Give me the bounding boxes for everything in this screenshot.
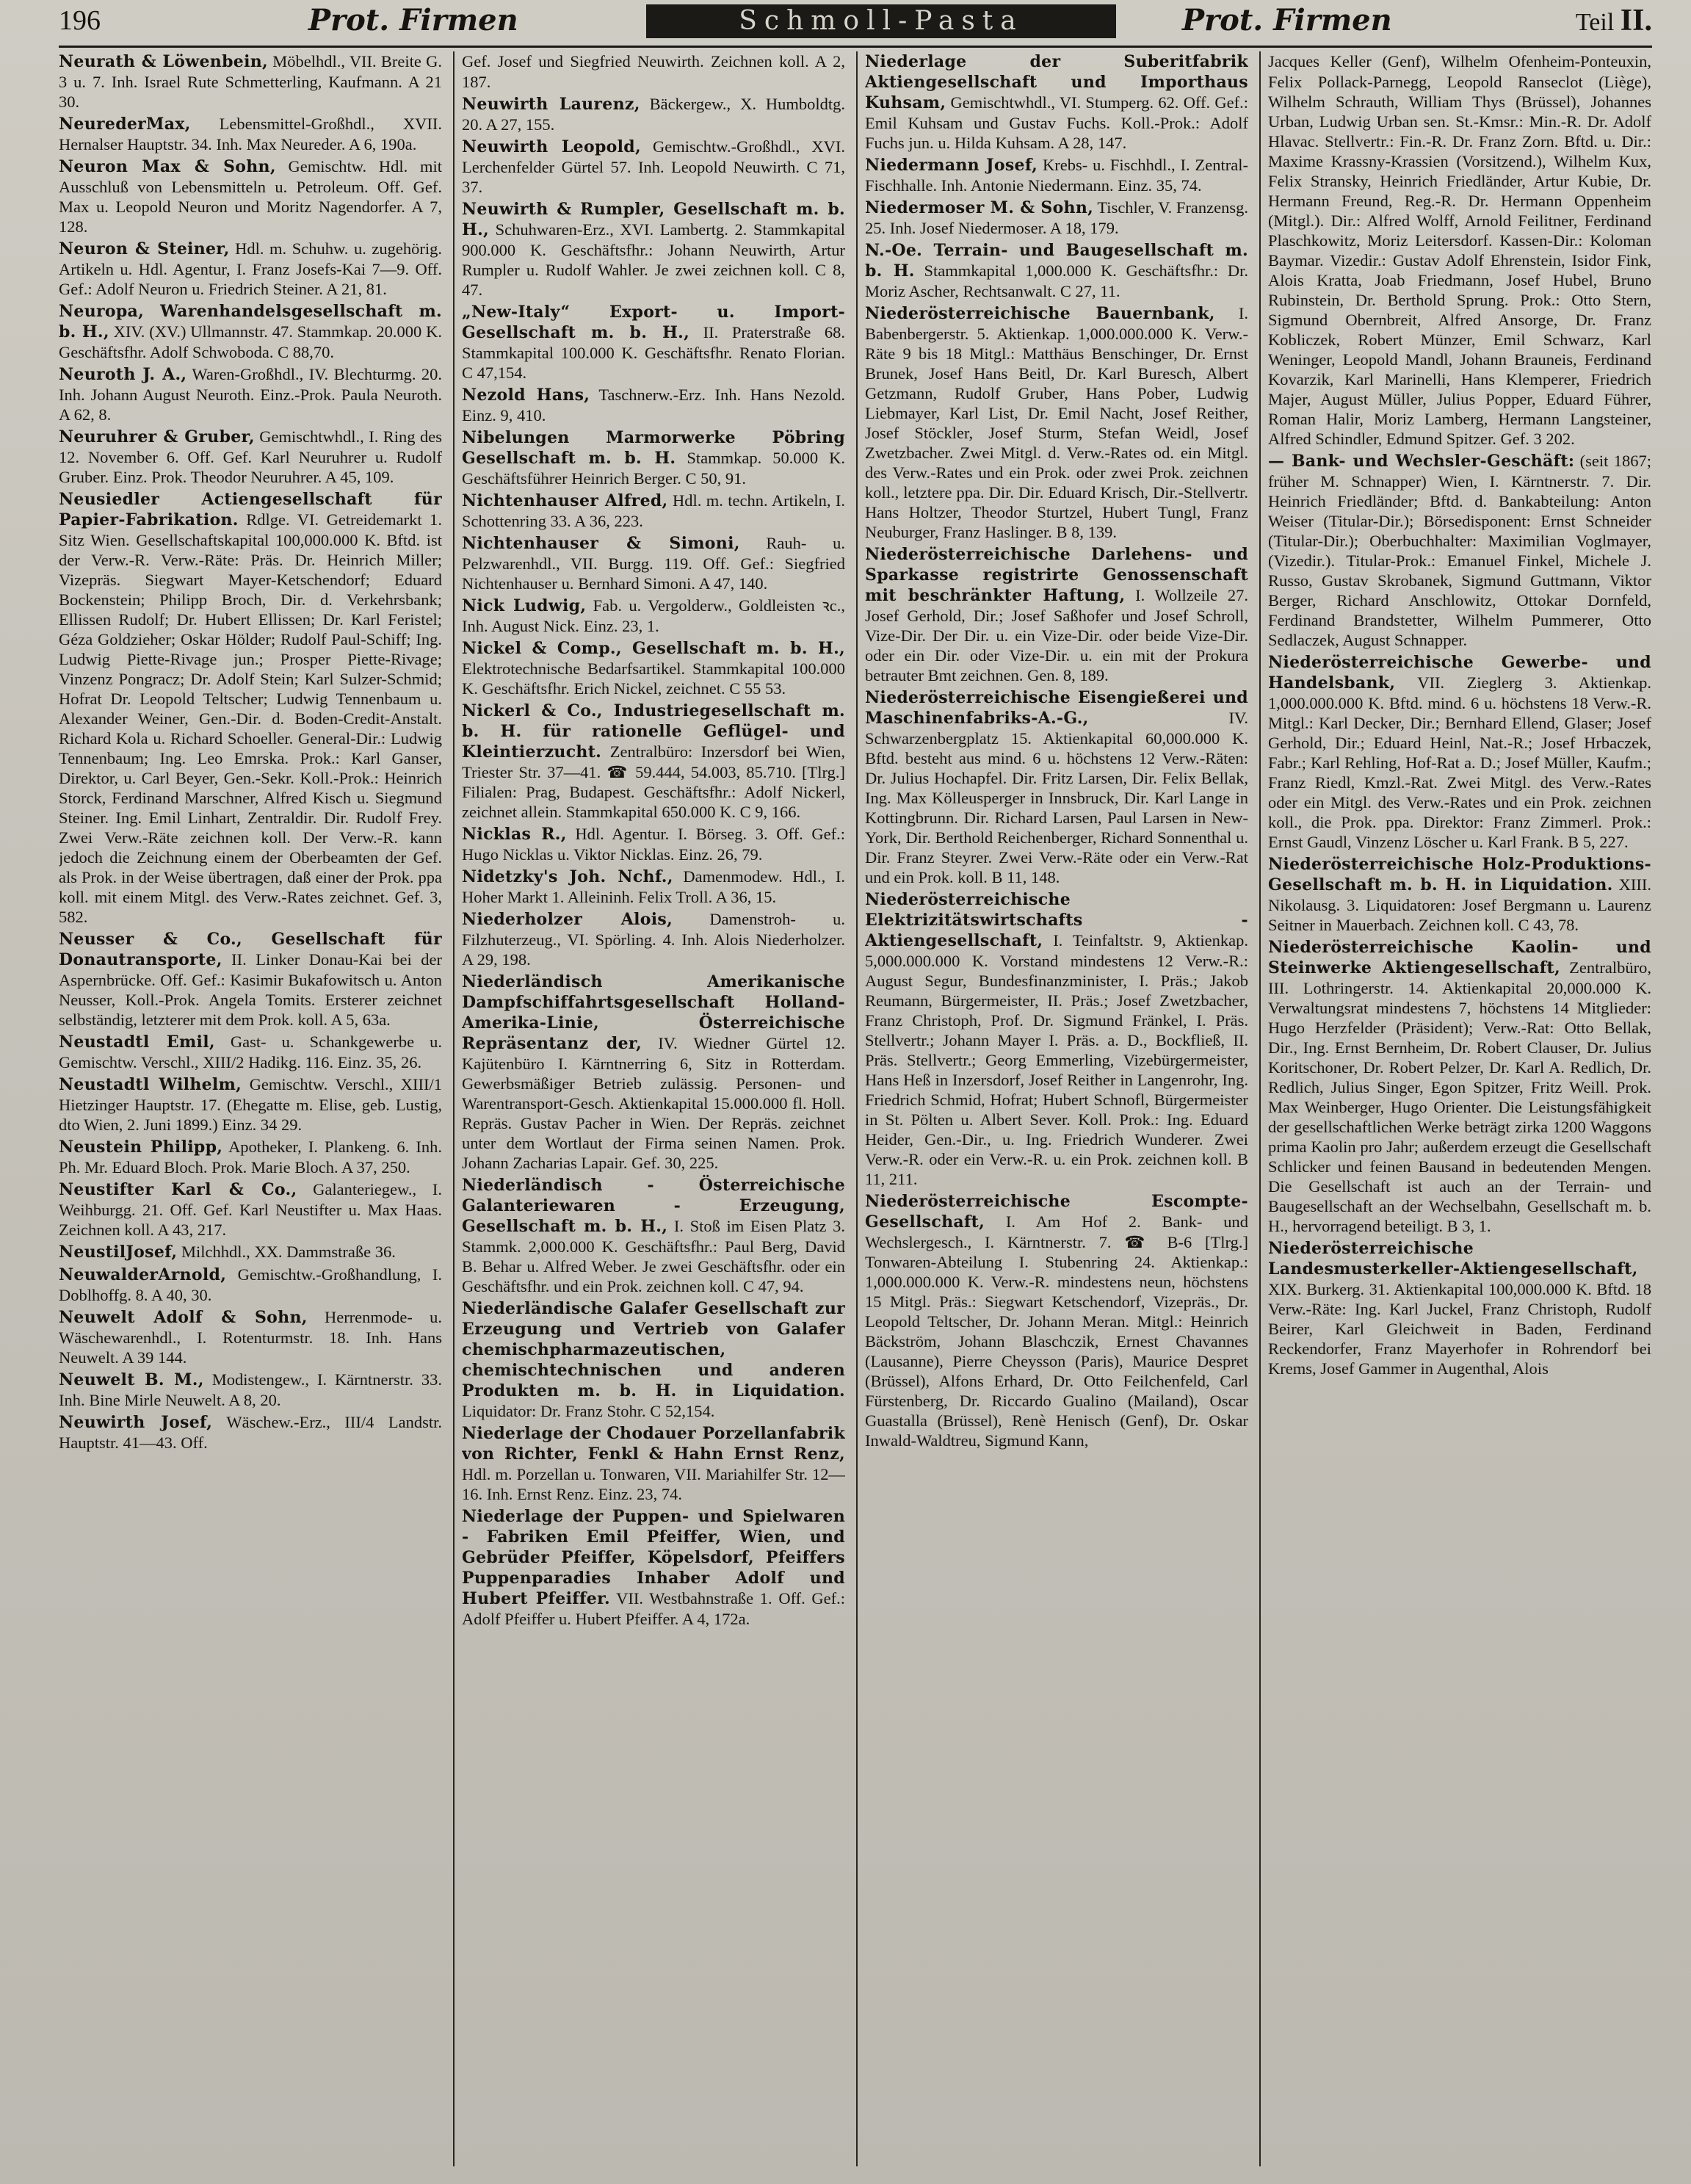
firm-details: Gef. Josef und Siegfried Neuwirth. Zeichnen koll. A 2, 187. <box>462 52 845 91</box>
firm-name: Niederösterreichische Eisengießerei und Maschinenfabriks-A.-G., <box>865 688 1248 728</box>
firm-details: Krebs- u. Fischhdl., I. Zentral-Fischhalle. Inh. Antonie Niedermann. Einz. 35, 74. <box>865 156 1248 195</box>
firm-details: Modistengew., I. Kärntnerstr. 33. Inh. Bine Mirle Neuwelt. A 8, 20. <box>59 1370 442 1409</box>
directory-entry <box>462 1423 845 1504</box>
directory-entry <box>462 51 845 92</box>
firm-name: Neuwirth Josef, <box>59 1413 213 1432</box>
column-4 <box>1268 51 1651 2166</box>
directory-entry <box>59 1179 442 1240</box>
directory-entry <box>462 533 845 593</box>
directory-entry <box>462 596 845 636</box>
firm-details: I. Wollzeile 27. Josef Gerhold, Dir.; Josef Saßhofer und Josef Schroll, Vize-Dir. Der Dir. u. ein Vize-Dir. oder beide Vize-Dir. oder ein Dir. oder Vize-Dir. u. ein mit der Prokura betrauter Bmt zeichnen. Gen. 8, 189. <box>865 586 1248 684</box>
directory-entry <box>462 302 845 383</box>
firm-details: Schuhwaren-Erz., XVI. Lambertg. 2. Stammkapital 900.000 K. Geschäftsfhr.: Johann Neuwirth, Artur Rumpler u. Rudolf Wahler. Je zwei zeichnen koll. C 8, 47. <box>462 220 845 299</box>
running-head-right: Prot. Firmen <box>1182 3 1392 37</box>
directory-entry <box>59 114 442 154</box>
directory-entry <box>1268 937 1651 1236</box>
firm-name: Niederösterreichische Bauernbank, <box>865 304 1215 323</box>
directory-entry <box>865 51 1248 153</box>
directory-entry <box>59 489 442 927</box>
firm-name: Niederösterreichische Elektrizitätswirtschafts - Aktiengesellschaft, <box>865 890 1248 950</box>
firm-name: Nezold Hans, <box>462 386 590 405</box>
page-header <box>59 0 1652 48</box>
firm-details: Zentralbüro: Inzersdorf bei Wien, Triester Str. 37—41. ☎ 59.444, 54.003, 85.710. [Tlrg.] Filialen: Prag, Budapest. Geschäftsfhr.: Adolf Nickerl, zeichnet allein. Stammkapital 650.000 K. C 9, 166. <box>462 742 845 821</box>
firm-name: Neuron Max & Sohn, <box>59 157 276 176</box>
firm-name: Niedermann Josef, <box>865 156 1038 175</box>
firm-name: Neuron & Steiner, <box>59 239 230 258</box>
firm-name: Niederländisch Amerikanische Dampfschiffahrtsgesellschaft Holland-Amerika-Linie, Österreichische Repräsentanz der, <box>462 972 845 1053</box>
firm-name: Nichtenhauser & Simoni, <box>462 534 740 553</box>
firm-name: Neuwirth Leopold, <box>462 137 641 156</box>
directory-entry <box>462 491 845 531</box>
firm-details: IV. Wiedner Gürtel 12. Kajütenbüro I. Kärntnerring 6, Sitz in Rotterdam. Gewerbsmäßiger Betrieb zulässig. Personen- und Warentransport-Gesch. Aktienkapital 15.000.000 fl. Holl. Repräs. Gustav Pacher in Wien. Der Repräs. zeichnet unter dem Wortlaut der Firma seinen Namen. Prok. Johann Zacharias Lapair. Gef. 30, 225. <box>462 1034 845 1172</box>
section-label: Teil <box>1575 9 1615 36</box>
firm-details: Elektrotechnische Bedarfsartikel. Stammkapital 100.000 K. Geschäftsfhr. Erich Nickel, zeichnet. C 55 53. <box>462 659 845 698</box>
firm-details: XIX. Burkerg. 31. Aktienkapital 100,000.000 K. Bftd. 18 Verw.-Räte: Ing. Karl Juckel, Franz Christoph, Rudolf Beirer, Karl Gleichweit in Baden, Ferdinand Reckendorfer, Franz Mayerhofer in Rohrendorf bei Krems, Josef Gammer in Augenthal, Alois <box>1268 1280 1651 1378</box>
directory-entry <box>59 1242 442 1262</box>
firm-details: Stammkapital 1,000.000 K. Geschäftsfhr.: Dr. Moriz Ascher, Rechtsanwalt. C 27, 11. <box>865 261 1248 300</box>
firm-details: Stammkap. 50.000 K. Geschäftsführer Heinrich Berger. C 50, 91. <box>462 449 845 488</box>
directory-entry <box>865 155 1248 195</box>
firm-name: Niederösterreichische Gewerbe- und Handelsbank, <box>1268 653 1651 693</box>
firm-details: Hdl. m. Porzellan u. Tonwaren, VII. Mariahilfer Str. 12—16. Inh. Ernst Renz. Einz. 23, 74. <box>462 1465 845 1503</box>
firm-name: Neuwelt Adolf & Sohn, <box>59 1308 308 1327</box>
firm-details: Apotheker, I. Plankeng. 6. Inh. Ph. Mr. Eduard Bloch. Prok. Marie Bloch. A 37, 250. <box>59 1138 442 1176</box>
firm-name: Niederösterreichische Kaolin- und Steinwerke Aktiengesellschaft, <box>1268 938 1651 977</box>
firm-name: Neuwirth & Rumpler, Gesellschaft m. b. H., <box>462 200 845 239</box>
directory-entry <box>865 889 1248 1189</box>
firm-details: Damenstroh- u. Filzhuterzeug., VI. Spörling. 4. Inh. Alois Niederholzer. A 29, 198. <box>462 910 845 969</box>
directory-entry <box>59 929 442 1030</box>
directory-entry <box>462 824 845 864</box>
firm-name: Nichtenhauser Alfred, <box>462 491 668 510</box>
firm-name: Niederösterreichische Landesmusterkeller-Aktiengesellschaft, <box>1268 1239 1638 1279</box>
firm-name: — Bank- und Wechsler-Geschäft: <box>1268 452 1575 471</box>
firm-name: Niederländisch - Österreichische Galanteriewaren - Erzeugung, Gesellschaft m. b. H., <box>462 1176 845 1236</box>
firm-details: Damenmodew. Hdl., I. Hoher Markt 1. Alleininh. Felix Troll. A 36, 15. <box>462 867 845 906</box>
firm-details: VII. Zieglerg 3. Aktienkap. 1,000.000.000 K. Bftd. mind. 6 u. höchstens 18 Verw.-R. Mitgl.: Karl Decker, Dir.; Bernhard Ellend, Glaser; Josef Gerhold, Dir.; Eduard Heinl, Nat.-R.; Josef Hrbaczek, Fabr.; Karl Rehling, Hof-Rat a. D.; Josef Müller, Kaufm.; Franz Riedl, Kmzl.-Rat. Zwei Mitgl. des Verw.-Rates oder ein Mitgl. des Verw.-Rates und ein Prok. zeichnen koll., die Prok. ppa. Direktor: Franz Zimmerl. Prok.: Ernst Gaudl, Vinzenz Löscher u. Karl Frank. B 5, 227. <box>1268 673 1651 851</box>
column-2 <box>462 51 845 2166</box>
firm-details: Waren-Großhdl., IV. Blechturmg. 20. Inh. Johann August Neuroth. Einz.-Prok. Paula Neuroth. A 62, 8. <box>59 365 442 424</box>
directory-entry <box>1268 51 1651 449</box>
directory-entry <box>59 239 442 299</box>
directory-entry <box>1268 1238 1651 1378</box>
firm-name: Neustadtl Emil, <box>59 1033 215 1052</box>
directory-entry <box>865 1191 1248 1450</box>
firm-details: Bäckergew., X. Humboldtg. 20. A 27, 155. <box>462 95 845 134</box>
page-number: 196 <box>59 5 101 36</box>
directory-entry <box>1268 451 1651 650</box>
firm-details: II. Linker Donau-Kai bei der Aspernbrücke. Off. Gef.: Kasimir Bukafowitsch u. Anton Neusser, Koll.-Prok. Angela Tomits. Ersterer zeichnet selbständig, letzterer mit dem Prok. koll. A 5, 63a. <box>59 950 442 1029</box>
firm-name: Nickel & Comp., Gesellschaft m. b. H., <box>462 639 845 658</box>
firm-details: Gemischtw.-Großhandlung, I. Doblhoffg. 8. A 40, 30. <box>59 1265 442 1304</box>
directory-entry <box>462 385 845 425</box>
directory-entry <box>462 1298 845 1421</box>
firm-name: Neusiedler Actiengesellschaft für Papier-Fabrikation. <box>59 490 442 529</box>
firm-name: Niederlage der Puppen- und Spielwaren - Fabriken Emil Pfeiffer, Wien, und Gebrüder Pfeiffer, Köpelsdorf, Pfeiffers Puppenparadies Inhaber Adolf und Hubert Pfeiffer. <box>462 1507 845 1608</box>
firm-details: Gemischtwhdl., VI. Stumperg. 62. Off. Gef.: Emil Kuhsam und Gustav Fuchs. Koll.-Prok.: Adolf Fuchs jun. u. Hilda Kuhsam. A 28, 147. <box>865 93 1248 152</box>
columns-container <box>59 51 1656 2166</box>
directory-entry <box>59 1370 442 1410</box>
firm-details: XIII. Nikolausg. 3. Liquidatoren: Josef Bergmann u. Laurenz Seitner in Mauerbach. Zeichnen koll. C 43, 78. <box>1268 875 1651 934</box>
column-1 <box>59 51 442 2166</box>
firm-details: Gemischtwhdl., I. Ring des 12. November 6. Off. Gef. Karl Neuruhrer u. Rudolf Gruber. Einz. Prok. Theodor Neuruhrer. A 45, 109. <box>59 427 442 486</box>
firm-details: VII. Westbahnstraße 1. Off. Gef.: Adolf Pfeiffer u. Hubert Pfeiffer. A 4, 172a. <box>462 1589 845 1628</box>
firm-name: Neustifter Karl & Co., <box>59 1180 297 1199</box>
firm-details: Gemischtw. Hdl. mit Ausschluß von Lebensmitteln u. Petroleum. Off. Gef. Max u. Leopold Neuron und Moritz Nagendorfer. A 7, 128. <box>59 157 442 236</box>
directory-entry <box>462 909 845 969</box>
firm-details: Liquidator: Dr. Franz Stohr. C 52,154. <box>462 1402 715 1420</box>
firm-name: NeuwalderArnold, <box>59 1265 227 1284</box>
directory-entry <box>59 1412 442 1453</box>
firm-details: Zentralbüro, III. Lothringerstr. 14. Aktienkapital 20,000.000 K. Verwaltungsrat mindestens 7, höchstens 14 Mitglieder: Hugo Herzfelder (Präsident); Verw.-Rat: Otto Bellak, Dir., Ing. Ernst Bernheim, Dr. Robert Clauser, Dr. Julius Koritschoner, Dr. Robert Pelzer, Dr. Karl A. Redlich, Dr. Redlich, Julius Singer, Egon Spitzer, Fritz Weill. Prok. Max Weinberger, Hugo Orienter. Die Leistungsfähigkeit der gesellschaftlichen Werke beträgt zirka 1200 Waggons prima Kaolin pro Jahr; außerdem erzeugt die Gesellschaft Schlicker und feinen Bausand in bedeutenden Mengen. Die Gesellschaft ist auch an der Terrain- und Baugesellschaft an der Wechselbahn, Gesellschaft m. b. H., hervorragend beteiligt. B 3, 1. <box>1268 958 1651 1235</box>
firm-details: Rauh- u. Pelzwarenhdl., VII. Burgg. 119. Off. Gef.: Siegfried Nichtenhauser u. Bernhard Simoni. A 47, 140. <box>462 534 845 593</box>
directory-entry <box>462 199 845 300</box>
firm-name: Neuwelt B. M., <box>59 1370 204 1389</box>
firm-details: Gemischtw.-Großhdl., XVI. Lerchenfelder Gürtel 57. Inh. Leopold Neuwirth. C 71, 37. <box>462 137 845 196</box>
firm-details: Galanteriegew., I. Weihburgg. 21. Off. Gef. Karl Neustifter u. Max Haas. Zeichnen koll. A 43, 217. <box>59 1180 442 1239</box>
directory-entry <box>462 867 845 907</box>
firm-name: Neuruhrer & Gruber, <box>59 427 255 446</box>
firm-name: Niederösterreichische Darlehens- und Sparkasse registrirte Genossenschaft mit beschränkter Haftung, <box>865 545 1248 605</box>
firm-name: Nicklas R., <box>462 825 567 844</box>
firm-details: I. Am Hof 2. Bank- und Wechslergesch., I. Kärntnerstr. 7. ☎ B-6 [Tlrg.] Tonwaren-Abteilung I. Stubenring 24. Aktienkap.: 1,000.000.000 K. Verw.-R. mindestens neun, höchstens 15 Mitgl. Präs.: Siegwart Ketschendorf, Vizepräs., Dr. Leopold Teltscher, Dr. Johann Meran. Mitgl.: Heinrich Bäckström, Johann Blaschczik, Ernest Chavannes (Lausanne), Pierre Cheysson (Paris), Maurice Despret (Brüssel), Alfons Erhard, Dr. Otto Feilchenfeld, Carl Fürstenberg, Dr. Riccardo Gualino (Mailand), Oscar Guastalla (Brüssel), Renè Henisch (Genf), Dr. Oskar Inwald-Waldtreu, Sigmund Kann, <box>865 1212 1248 1450</box>
section-number: II. <box>1620 4 1652 37</box>
directory-entry <box>462 94 845 134</box>
firm-name: Niederösterreichische Holz-Produktions-Gesellschaft m. b. H. in Liquidation. <box>1268 855 1651 894</box>
firm-details: Hdl. m. techn. Artikeln, I. Schottenring 33. A 36, 223. <box>462 491 845 530</box>
section-marker <box>1576 3 1652 38</box>
firm-details: Hdl. m. Schuhw. u. zugehörig. Artikeln u. Hdl. Agentur, I. Franz Josefs-Kai 7—9. Off. Gef.: Adolf Neuron u. Friedrich Steiner. A 21, 81. <box>59 239 442 298</box>
directory-entry <box>59 301 442 362</box>
firm-name: „New-Italy“ Export- u. Import-Gesellschaft m. b. H., <box>462 303 845 342</box>
directory-entry <box>1268 652 1651 852</box>
firm-details: Rdlge. VI. Getreidemarkt 1. Sitz Wien. Gesellschaftskapital 100,000.000 K. Bftd. ist der Verw.-R. Verw.-Räte: Präs. Dr. Heinrich Miller; Vizepräs. Siegwart Mayer-Ketschendorf; Eduard Bockenstein; Philipp Broch, Dir. d. Verkehrsbank; Ellissen Rudolf; Dr. Hubert Ellissen; Dr. Karl Feristel; Géza Goldzieher; Oskar Hölder; Rudolf Paul-Schiff; Ing. Ludwig Piette-Rivage jun.; Prosper Piette-Rivage; Vinzenz Pongracz; Dr. Adolf Stein; Karl Sulzer-Schmid; Hofrat Dr. Leopold Teltscher; Ludwig Tennenbaum u. Alexander Weiner, Gen.-Dir. d. Boden-Credit-Anstalt. Richard Kola u. Richard Schoeller. General-Dir.: Ludwig Tennenbaum; Ing. Leo Emrska. Prok.: Karl Ganser, Direktor, u. Carl Beyer, Gen.-Sekr. Koll.-Prok.: Heinrich Storck, Ferdinand Marschner, Alfred Kisch u. Siegmund Steiner. Ing. Emil Linhart, Zentraldir. Dir. Rudolf Frey. Zwei Verw.-Räte zeichnen koll. Der Verw.-R. kann jedoch die Zeichnung einem der Oberbeamten der Gef. als Prok. in der Weise übertragen, daß einer der Prok. ppa koll. mit einem Mitgl. des Verw.-Rates zeichnet. Gef. 3, 582. <box>59 510 442 926</box>
directory-entry <box>59 1265 442 1305</box>
directory-entry <box>462 638 845 698</box>
directory-entry <box>59 51 442 112</box>
directory-entry <box>462 1506 845 1629</box>
firm-details: Möbelhdl., VII. Breite G. 3 u. 7. Inh. Israel Rute Schmetterling, Kaufmann. A 21 30. <box>59 52 442 111</box>
firm-name: N.-Oe. Terrain- und Baugesellschaft m. b. H. <box>865 241 1248 281</box>
firm-details: I. Stoß im Eisen Platz 3. Stammk. 2,000.000 K. Geschäftsfhr.: Paul Berg, David B. Behar u. Alfred Weber. Je zwei Geschäftsfhr. oder ein Geschäftsfhr. und ein Prok. zeichnen koll. C 47, 94. <box>462 1217 845 1295</box>
firm-name: Nidetzky's Joh. Nchf., <box>462 867 673 886</box>
firm-name: Niedermoser M. & Sohn, <box>865 198 1094 217</box>
directory-entry <box>462 701 845 822</box>
directory-entry <box>462 1175 845 1296</box>
firm-name: Niederösterreichische Escompte-Gesellschaft, <box>865 1192 1248 1232</box>
firm-name: Neustadtl Wilhelm, <box>59 1075 242 1094</box>
directory-entry <box>59 1032 442 1072</box>
firm-details: Milchhdl., XX. Dammstraße 36. <box>181 1243 396 1261</box>
directory-entry <box>59 156 442 236</box>
directory-entry <box>462 972 845 1173</box>
firm-name: Niederländische Galafer Gesellschaft zur Erzeugung und Vertrieb von Galafer chemischpharmazeutischen, chemischtechnischen und anderen Produkten m. b. H. in Liquidation. <box>462 1299 845 1400</box>
brand-banner: Schmoll-Pasta <box>646 4 1116 38</box>
firm-name: Neusser & Co., Gesellschaft für Donautransporte, <box>59 930 442 969</box>
column-3 <box>865 51 1248 2166</box>
firm-name: Neuroth J. A., <box>59 365 187 384</box>
firm-details: XIV. (XV.) Ullmannstr. 47. Stammkap. 20.000 K. Geschäftsfhr. Adolf Schwoboda. C 88,70. <box>59 322 442 361</box>
firm-name: Nibelungen Marmorwerke Pöbring Gesellschaft m. b. H. <box>462 428 845 468</box>
firm-details: Gemischtw. Verschl., XIII/1 Hietzinger Hauptstr. 17. (Ehegatte m. Elise, geb. Lustig, dto Wien, 2. Juni 1899.) Einz. 34 29. <box>59 1075 442 1134</box>
firm-details: Gast- u. Schankgewerbe u. Gemischtw. Verschl., XIII/2 Hadikg. 116. Einz. 35, 26. <box>59 1033 442 1071</box>
firm-details: Fab. u. Vergolderw., Goldleisten ꝛc., Inh. August Nick. Einz. 23, 1. <box>462 596 845 635</box>
firm-name: Nick Ludwig, <box>462 596 587 615</box>
directory-entry <box>59 1307 442 1367</box>
firm-details: Wäschew.-Erz., III/4 Landstr. Hauptstr. 41—43. Off. <box>59 1413 442 1452</box>
directory-entry <box>462 427 845 488</box>
firm-details: (seit 1867; früher M. Schnapper) Wien, I. Kärntnerstr. 7. Dir. Heinrich Friedländer; Bftd. d. Bankabteilung: Anton Weiser (Titular-Dir.); Börsedisponent: Ernst Schneider (Titular-Dir.); Oberbuchhalter: Maximilian Voglmayer, (Vizedir.). Titular-Prok.: Emanuel Finkel, Michele J. Russo, Gustav Skrobanek, Sigmund Guttmann, Viktor Berger, Richard Anschlowitz, Ottokar Dornfeld, Ferdinand Brandstetter, Wilhelm Pummerer, Otto Sedlaczek, August Schnapper. <box>1268 452 1651 649</box>
firm-name: Neuwirth Laurenz, <box>462 95 640 114</box>
directory-entry <box>59 427 442 487</box>
directory-entry <box>1268 854 1651 935</box>
directory-entry <box>59 1074 442 1135</box>
firm-name: Niederlage der Suberitfabrik Aktiengesellschaft und Importhaus Kuhsam, <box>865 52 1248 112</box>
firm-name: Nickerl & Co., Industriegesellschaft m. b. H. für rationelle Geflügel- und Kleintierzucht. <box>462 701 845 762</box>
directory-entry <box>59 364 442 424</box>
firm-details: I. Babenbergerstr. 5. Aktienkap. 1,000.000.000 K. Verw.-Räte 9 bis 18 Mitgl.: Matthäus Benschinger, Dr. Ernst Brunek, Josef Hans Beitl, Dr. Karl Buresch, Albert Getzmann, Rudolf Gruber, Hans Pober, Ludwig Liebmayer, Karl List, Dr. Emil Nacht, Josef Reither, Josef Stöckler, Josef Sturm, Stefan Weidl, Josef Zwetzbacher. Zwei Mitgl. d. Verw.-Rates od. ein Mitgl. des Verw.-Rates und ein Prok. oder zwei Prok. zeichnen koll., letztere ppa. Dir. Dir. Eduard Krisch, Dir.-Stellvertr. Hans Holtzer, Theodor Sturtzel, Hubert Tungl, Franz Neuburger, Franz Haslinger. B 8, 139. <box>865 304 1248 541</box>
directory-entry <box>462 137 845 197</box>
directory-entry <box>59 1137 442 1177</box>
firm-name: Neuropa, Warenhandelsgesellschaft m. b. H., <box>59 302 442 341</box>
firm-details: I. Teinfaltstr. 9, Aktienkap. 5,000.000.000 K. Vorstand mindestens 12 Verw.-R.: August Segur, Bundesfinanzminister, I. Präs.; Jakob Reumann, Bürgermeister, II. Präs.; Josef Zwetzbacher, Franz Christoph, Prof. Dr. Sigmund Fränkel, I. Präs. Stellvertr.; Johann Mayer I. Präs. a. D., Bockfließ, II. Präs. Stellvertr.; Georg Emmerling, Vizebürgermeister, Hans Heß in Inzersdorf, Josef Reither in Langenrohr, Ing. Friedrich Schmid, Hofrat; Hubert Schnofl, Bürgermeister in St. Pölten u. Albert Sever. Koll. Prok.: Ing. Eduard Heider, Gen.-Dir., u. Ing. Friedrich Wunderer. Zwei Verw.-R. oder ein Verw.-R. u. ein Prok. zeichnen koll. B 11, 211. <box>865 931 1248 1188</box>
firm-name: Neustein Philipp, <box>59 1138 223 1157</box>
directory-entry <box>865 198 1248 238</box>
firm-name: NeustilJosef, <box>59 1243 178 1262</box>
firm-name: Niederlage der Chodauer Porzellanfabrik von Richter, Fenkl & Hahn Ernst Renz, <box>462 1424 845 1464</box>
firm-details: Herrenmode- u. Wäschewarenhdl., I. Rotenturmstr. 18. Inh. Hans Neuwelt. A 39 144. <box>59 1308 442 1367</box>
firm-details: Lebensmittel-Großhdl., XVII. Hernalser Hauptstr. 34. Inh. Max Neureder. A 6, 190a. <box>59 115 442 153</box>
firm-details: II. Praterstraße 68. Stammkapital 100.000 K. Geschäftsfhr. Renato Florian. C 47,154. <box>462 323 845 382</box>
running-head-left: Prot. Firmen <box>308 3 518 37</box>
directory-entry <box>865 544 1248 685</box>
directory-entry <box>865 687 1248 887</box>
directory-entry <box>865 303 1248 542</box>
firm-name: NeurederMax, <box>59 115 191 134</box>
firm-details: Jacques Keller (Genf), Wilhelm Ofenheim-Ponteuxin, Felix Pollack-Parnegg, Leopold Ranseclot (Liège), Wilhelm Schrauth, William Thys (Brüssel), Johannes Urban, Ludwig Urban sen. St.-Kmsr.: Min.-R. Dr. Adolf Hlavac. Stellvertr.: Fin.-R. Dr. Franz Zorn. Bftd. u. Dir.: Maxime Krassny-Krassien (Vorsitzend.), Wilhelm Kux, Felix Stransky, Heinrich Friedländer, Artur Kubie, Dr. Hermann Freund, Reg.-R. Dr. Hermann Oppenheim (Mitgl.). Dir.: Alfred Wolff, Arnold Feilitner, Ferdinand Plaschkowitz, Moriz Leitersdorf. Kassen-Dir.: Koloman Baymar. Vizedir.: Gustav Adolf Ehrenstein, Isidor Fink, Alois Kratta, Joab Friedmann, Josef Hubel, Bruno Rubinstein, Dr. Berthold Sprung. Prok.: Otto Stern, Sigmund Obernbreit, Alfred Ansorge, Dr. Franz Kobliczek, Robert Münzer, Emil Schwarz, Karl Weninger, Leopold Mandl, Johann Brauneis, Ferdinand Kovarzik, Karl Marinelli, Hans Klemperer, Friedrich Majer, August Müller, Julius Popper, Eduard Führer, Roman Halir, Moriz Lamberg, Hermann Langsteiner, Alfred Schindler, Edmund Spitzer. Gef. 3 202. <box>1268 52 1651 448</box>
directory-entry <box>865 240 1248 301</box>
firm-details: Hdl. Agentur. I. Börseg. 3. Off. Gef.: Hugo Nicklas u. Viktor Nicklas. Einz. 26, 79. <box>462 825 845 864</box>
firm-details: Tischler, V. Franzensg. 25. Inh. Josef Niedermoser. A 18, 179. <box>865 198 1248 237</box>
firm-details: IV. Schwarzenbergplatz 15. Aktienkapital 60,000.000 K. Bftd. besteht aus mind. 6 u. höchstens 12 Verw.-Räten: Dr. Julius Hochapfel. Dir. Fritz Larsen, Dir. Felix Bellak, Ing. Max Kölleusperger in Innsbruck, Dir. Karl Lange in Kottingbrunn. Dir. Richard Larsen, Paul Larsen in New-York, Dir. Berthold Reichenberger, Richard Sonnenthal u. Dir. Franz Steyrer. Zwei Verw.-Räte oder ein Verw.-Rat und ein Prok. koll. B 11, 148. <box>865 709 1248 886</box>
firm-details: Taschnerw.-Erz. Inh. Hans Nezold. Einz. 9, 410. <box>462 386 845 424</box>
firm-name: Niederholzer Alois, <box>462 910 673 929</box>
firm-name: Neurath & Löwenbein, <box>59 52 268 71</box>
